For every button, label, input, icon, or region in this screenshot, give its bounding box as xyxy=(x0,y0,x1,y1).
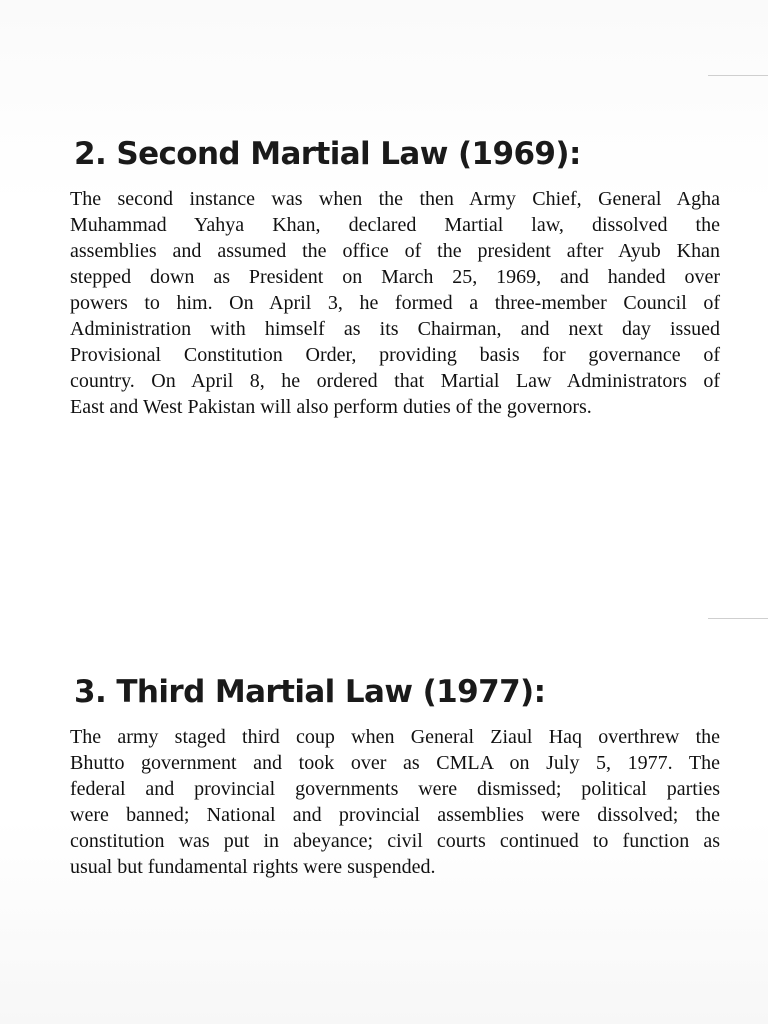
section-third-martial-law xyxy=(70,670,720,880)
paragraph-line: The second instance was when the then Army Chief, General Agha xyxy=(70,188,720,210)
section-second-martial-law xyxy=(70,132,720,420)
paragraph-line: usual but fundamental rights were suspended. xyxy=(70,856,436,878)
paragraph-line: East and West Pakistan will also perform duties of the governors. xyxy=(70,396,592,418)
paragraph-line: assemblies and assumed the office of the president after Ayub Khan xyxy=(70,240,720,262)
section-paragraph xyxy=(70,186,720,420)
section-paragraph xyxy=(70,724,720,880)
paragraph-line: federal and provincial governments were dismissed; political parties xyxy=(70,778,720,800)
paragraph-line: constitution was put in abeyance; civil courts continued to function as xyxy=(70,830,720,852)
paragraph-line: were banned; National and provincial assemblies were dissolved; the xyxy=(70,804,720,826)
paragraph-line: Muhammad Yahya Khan, declared Martial law, dissolved the xyxy=(70,214,720,236)
page-edge-line xyxy=(708,75,768,76)
paragraph-line: Administration with himself as its Chairman, and next day issued xyxy=(70,318,720,340)
paragraph-line: The army staged third coup when General Ziaul Haq overthrew the xyxy=(70,726,720,748)
page-edge-line xyxy=(708,618,768,619)
paragraph-line: Provisional Constitution Order, providing basis for governance of xyxy=(70,344,720,366)
section-heading: 2. Second Martial Law (1969): xyxy=(74,136,581,172)
paragraph-line: Bhutto government and took over as CMLA on July 5, 1977. The xyxy=(70,752,720,774)
paragraph-line: powers to him. On April 3, he formed a three-member Council of xyxy=(70,292,720,314)
section-heading: 3. Third Martial Law (1977): xyxy=(74,674,546,710)
paragraph-line: stepped down as President on March 25, 1969, and handed over xyxy=(70,266,720,288)
paragraph-line: country. On April 8, he ordered that Martial Law Administrators of xyxy=(70,370,720,392)
